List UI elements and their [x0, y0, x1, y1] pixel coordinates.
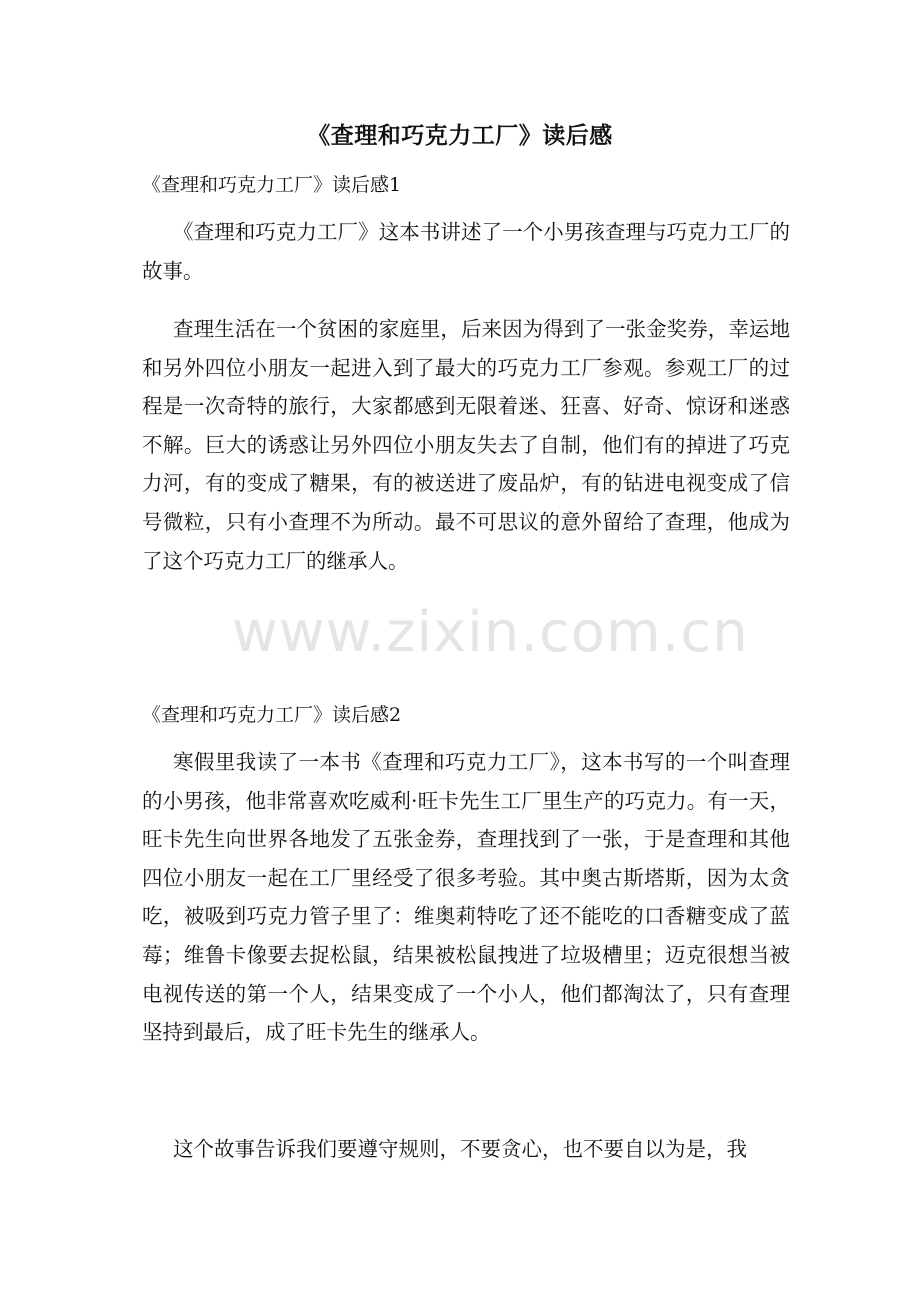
paragraph-1-2: 查理生活在一个贫困的家庭里，后来因为得到了一张金奖券，幸运地和另外四位小朋友一起进入到了最大的巧克力工厂参观。参观工厂的过程是一次奇特的旅行，大家都感到无限着迷、狂喜、好奇、惊讶和迷惑不解。巨大的诱惑让另外四位小朋友失去了自制，他们有的掉进了巧克力河，有的变成了糖果，有的被送进了废品炉，有的钻进电视变成了信号微粒，只有小查理不为所动。最不可思议的意外留给了查理，他成为了这个巧克力工厂的继承人。 [142, 317, 790, 573]
paragraph-2-1: 寒假里我读了一本书《查理和巧克力工厂》，这本书写的一个叫查理的小男孩，他非常喜欢吃威利·旺卡先生工厂里生产的巧克力。有一天，旺卡先生向世界各地发了五张金券，查理找到了一张，于是查理和其他四位小朋友一起在工厂里经受了很多考验。其中奥古斯塔斯，因为太贪吃，被吸到巧克力管子里了：维奥莉特吃了还不能吃的口香糖变成了蓝莓；维鲁卡像要去捉松鼠，结果被松鼠拽进了垃圾槽里；迈克很想当被电视传送的第一个人，结果变成了一个小人，他们都淘汰了，只有查理坚持到最后，成了旺卡先生的继承人。 [142, 750, 790, 1045]
section-heading-1: 《查理和巧克力工厂》读后感1 [142, 174, 402, 196]
watermark-text: www.zixin.com.cn [232, 600, 749, 665]
section-heading-2: 《查理和巧克力工厂》读后感2 [142, 704, 402, 726]
paragraph-2-2: 这个故事告诉我们要遵守规则，不要贪心，也不要自以为是，我 [173, 1137, 747, 1161]
document-title: 《查理和巧克力工厂》读后感 [307, 122, 613, 149]
paragraph-1-1: 《查理和巧克力工厂》这本书讲述了一个小男孩查理与巧克力工厂的故事。 [142, 220, 790, 283]
